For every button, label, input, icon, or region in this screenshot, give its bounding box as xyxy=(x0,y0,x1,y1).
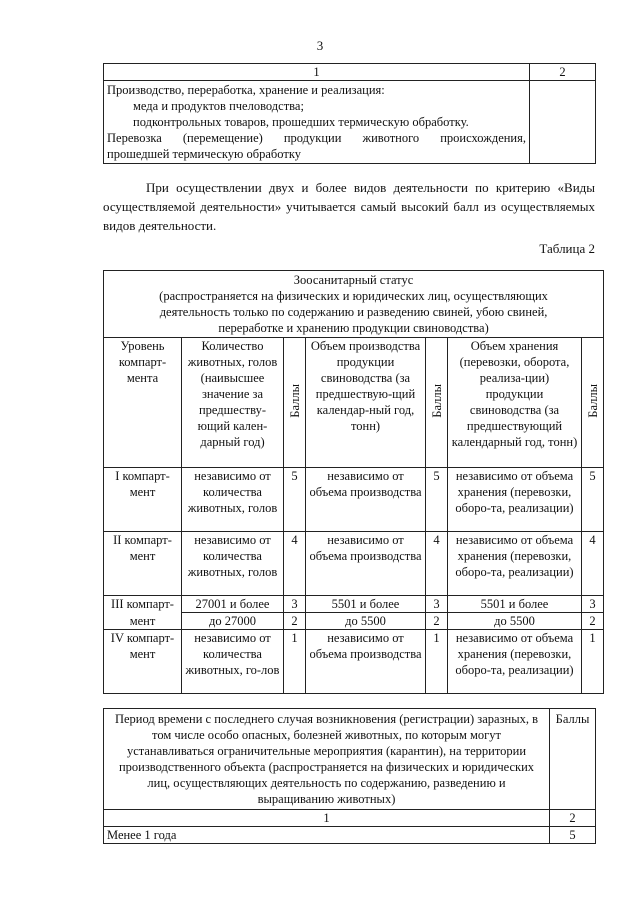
zoo-title-line: деятельность только по содержанию и разведению свиней, убою свиней, xyxy=(159,305,548,319)
points-cell: 1 xyxy=(284,630,306,694)
storage-cell: 5501 и более xyxy=(448,596,582,613)
page-number: 3 xyxy=(316,38,324,53)
period-points-header: Баллы xyxy=(550,709,596,810)
production-cell: независимо от объема производства xyxy=(306,630,426,694)
rule-paragraph: При осуществлении двух и более видов деятельности по критерию «Виды осуществляемой деятельности» учитывается самый высокий балл из осуществляемых видов деятельности. xyxy=(103,180,595,233)
points-header-text: Баллы xyxy=(585,383,600,418)
points-cell: 4 xyxy=(284,532,306,596)
zoo-title-line: Зоосанитарный статус xyxy=(293,273,414,287)
storage-cell: независимо от объема хранения (перевозки, оборо-та, реализации) xyxy=(448,630,582,694)
points-cell: 2 xyxy=(426,613,448,630)
col-2-header: 2 xyxy=(550,810,596,827)
animals-cell: независимо от количества животных, голов xyxy=(182,532,284,596)
activity-line: подконтрольных товаров, прошедших термическую обработку. xyxy=(133,115,469,129)
period-row-points: 5 xyxy=(550,827,596,844)
level-cell: IV компарт-мент xyxy=(104,630,182,694)
zoosanitary-table xyxy=(103,270,604,694)
level-cell: I компарт-мент xyxy=(104,468,182,532)
points-cell: 3 xyxy=(582,596,604,613)
activity-line: прошедшей термическую обработку xyxy=(107,147,301,161)
production-cell: независимо от объема производства xyxy=(306,532,426,596)
animals-cell: независимо от количества животных, го-лов xyxy=(182,630,284,694)
zoo-title xyxy=(104,271,604,338)
period-table xyxy=(103,708,596,844)
activity-line: Производство, переработка, хранение и реализация: xyxy=(107,83,385,97)
col-1-header: 1 xyxy=(104,810,550,827)
zoo-title-line: (распространяется на физических и юридических лиц, осуществляющих xyxy=(159,289,548,303)
points-header xyxy=(426,338,448,468)
points-cell: 5 xyxy=(582,468,604,532)
points-cell: 3 xyxy=(284,596,306,613)
points-cell: 3 xyxy=(426,596,448,613)
animals-cell: 27001 и более xyxy=(182,596,284,613)
points-cell: 4 xyxy=(426,532,448,596)
animals-cell: до 27000 xyxy=(182,613,284,630)
points-cell: 5 xyxy=(426,468,448,532)
activity-line: Перевозка (перемещение) продукции животного происхождения, xyxy=(107,131,526,145)
level-cell: III компарт- xyxy=(104,596,182,613)
animals-header: Количество животных, голов (наивысшее значение за предшеству-ющий кален-дарный год) xyxy=(182,338,284,468)
points-cell: 1 xyxy=(426,630,448,694)
storage-header: Объем хранения (перевозки, оборота, реализа-ции) продукции свиноводства (за предшествующий календарный год, тонн) xyxy=(448,338,582,468)
col-2-header: 2 xyxy=(530,64,596,81)
production-cell: независимо от объема производства xyxy=(306,468,426,532)
points-cell: 1 xyxy=(582,630,604,694)
activity-list xyxy=(104,81,530,164)
activity-table xyxy=(103,63,596,164)
points-header-text: Баллы xyxy=(287,383,302,418)
points-header xyxy=(284,338,306,468)
points-header-text: Баллы xyxy=(429,383,444,418)
storage-cell: независимо от объема хранения (перевозки, оборо-та, реализации) xyxy=(448,532,582,596)
storage-cell: независимо от объема хранения (перевозки, оборо-та, реализации) xyxy=(448,468,582,532)
production-cell: до 5500 xyxy=(306,613,426,630)
activity-line: меда и продуктов пчеловодства; xyxy=(133,99,304,113)
level-cell: II компарт-мент xyxy=(104,532,182,596)
period-header: Период времени с последнего случая возникновения (регистрации) заразных, в том числе особо опасных, болезней животных, по которым могут устанавливаться ограничительные мероприятия (карантин), на территории производственного объекта (распространяется на физических и юридических лиц, осуществляющих деятельность по содержанию, разведению и выращиванию животных) xyxy=(104,709,550,810)
production-header: Объем производства продукции свиноводства (за предшествую-щий календар-ный год, тонн) xyxy=(306,338,426,468)
points-cell: 5 xyxy=(284,468,306,532)
points-cell: 2 xyxy=(284,613,306,630)
points-cell: 4 xyxy=(582,532,604,596)
zoo-title-line: переработке и хранению продукции свиноводства) xyxy=(218,321,489,335)
storage-cell: до 5500 xyxy=(448,613,582,630)
table-2-label: Таблица 2 xyxy=(539,241,595,256)
points-header xyxy=(582,338,604,468)
production-cell: 5501 и более xyxy=(306,596,426,613)
points-cell: 2 xyxy=(582,613,604,630)
animals-cell: независимо от количества животных, голов xyxy=(182,468,284,532)
col-1-header: 1 xyxy=(104,64,530,81)
points-cell xyxy=(530,81,596,164)
level-cell: мент xyxy=(104,613,182,630)
period-row-label: Менее 1 года xyxy=(104,827,550,844)
level-header: Уровень компарт-мента xyxy=(104,338,182,468)
